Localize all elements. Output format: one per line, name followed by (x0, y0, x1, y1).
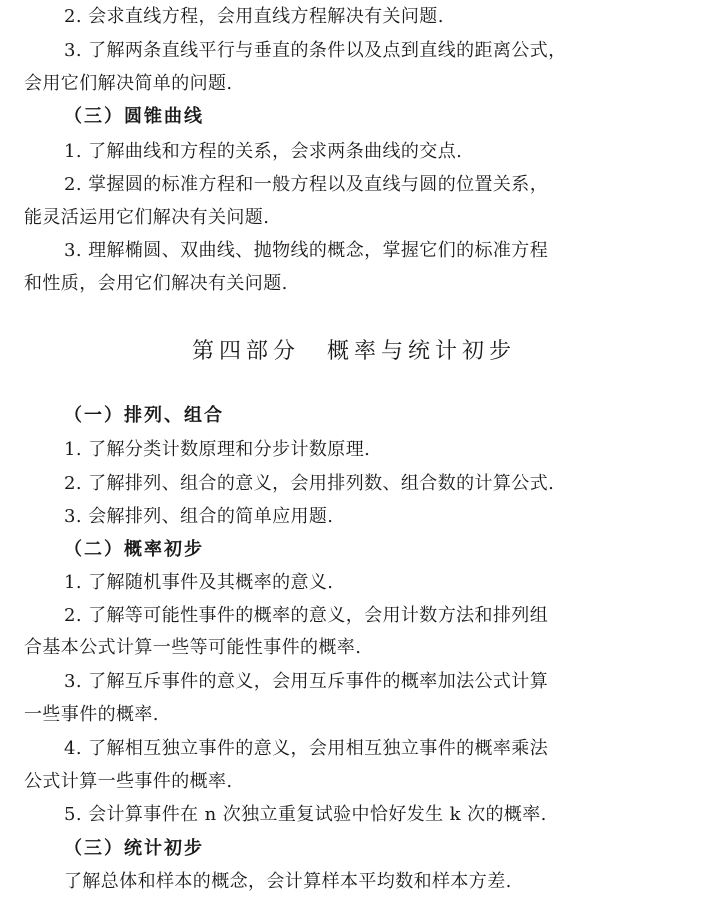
text-line: 2. 掌握圆的标准方程和一般方程以及直线与圆的位置关系， (64, 174, 549, 195)
text-line: 和性质，会用它们解决有关问题. (24, 273, 288, 294)
section-heading: （三）统计初步 (64, 838, 204, 859)
text-line: 合基本公式计算一些等可能性事件的概率. (24, 637, 362, 658)
text-line: 1. 了解曲线和方程的关系，会求两条曲线的交点. (64, 141, 463, 162)
part-title: 第四部分 概率与统计初步 (191, 339, 516, 364)
text-line: 1. 了解分类计数原理和分步计数原理. (64, 439, 371, 460)
text-line: 会用它们解决简单的问题. (24, 73, 233, 94)
text-line: 一些事件的概率. (24, 704, 159, 725)
text-line: 3. 理解椭圆、双曲线、抛物线的概念，掌握它们的标准方程 (64, 240, 549, 261)
section-heading: （三）圆锥曲线 (64, 106, 204, 127)
text-line: 了解总体和样本的概念，会计算样本平均数和样本方差. (64, 871, 512, 892)
section-heading: （一）排列、组合 (64, 405, 224, 426)
text-line: 5. 会计算事件在 n 次独立重复试验中恰好发生 k 次的概率. (64, 804, 547, 825)
text-line: 2. 会求直线方程，会用直线方程解决有关问题. (64, 6, 444, 27)
text-line: 2. 了解排列、组合的意义，会用排列数、组合数的计算公式. (64, 473, 555, 494)
text-line: 公式计算一些事件的概率. (24, 771, 233, 792)
text-line: 1. 了解随机事件及其概率的意义. (64, 572, 334, 593)
text-line: 3. 会解排列、组合的简单应用题. (64, 506, 334, 527)
text-line: 3. 了解两条直线平行与垂直的条件以及点到直线的距离公式， (64, 40, 567, 61)
text-line: 4. 了解相互独立事件的意义，会用相互独立事件的概率乘法 (64, 738, 549, 759)
text-line: 能灵活运用它们解决有关问题. (24, 207, 270, 228)
text-line: 3. 了解互斥事件的意义，会用互斥事件的概率加法公式计算 (64, 671, 549, 692)
section-heading: （二）概率初步 (64, 539, 204, 560)
text-line: 2. 了解等可能性事件的概率的意义，会用计数方法和排列组 (64, 605, 549, 626)
